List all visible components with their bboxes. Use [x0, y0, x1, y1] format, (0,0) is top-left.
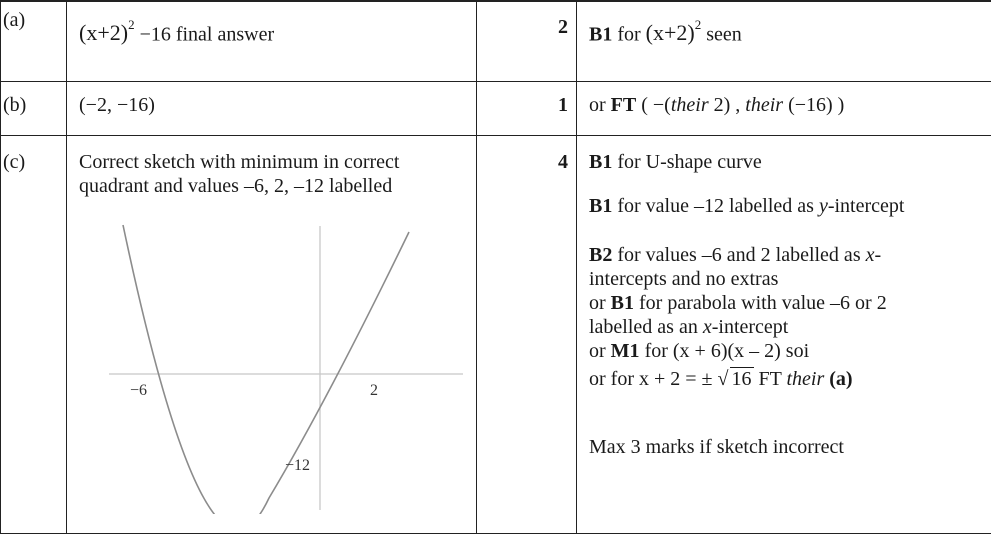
guidance-b2-block: B2 for values –6 and 2 labelled as x- intercepts and no extras or B1 for parabola with value –6 or 2 labelled as an x-intercept or M1 for (x + 6)(x – 2) soi or for x + 2 = ± √ 16 FT their (a)	[589, 244, 887, 390]
label-left-root: −6	[130, 382, 148, 399]
guidance-cell: or FT ( −(their 2) , their (−16) )	[577, 82, 991, 136]
label-y-intercept: −12	[285, 457, 311, 474]
marks-cell: 1	[477, 82, 577, 136]
answer-text: −16 final answer	[134, 23, 275, 46]
answer-expression: $(x+2)^2$	[79, 17, 135, 46]
label-right-root: 2	[370, 382, 378, 399]
row-c	[1, 136, 991, 534]
marks-cell: 4	[477, 136, 577, 534]
guidance-cell	[577, 136, 991, 534]
guidance-cell: B1 for $(x+2)^2$ seen	[577, 1, 991, 82]
guidance-b1-intercept: B1 for value –12 labelled as y-intercept	[589, 195, 905, 217]
parabola-sketch	[109, 214, 469, 514]
part-label: (b)	[1, 82, 67, 136]
marks-cell: 2	[477, 1, 577, 82]
parabola-curve	[123, 225, 409, 514]
answer-line-1: Correct sketch with minimum in correct	[79, 151, 400, 173]
answer-line-2: quadrant and values –6, 2, –12 labelled	[79, 175, 393, 197]
part-label: (c)	[1, 136, 67, 534]
answer-cell: (−2, −16)	[67, 82, 477, 136]
square-root: √ 16	[717, 368, 752, 390]
row-b	[1, 82, 991, 136]
guidance-b1-shape: B1 for U-shape curve	[589, 151, 762, 173]
row-a	[1, 1, 991, 82]
answer-cell	[67, 1, 477, 82]
guidance-expression: $(x+2)^2$	[645, 17, 702, 46]
guidance-max-marks: Max 3 marks if sketch incorrect	[589, 436, 844, 458]
part-label: (a)	[1, 1, 67, 82]
answer-cell	[67, 136, 477, 534]
